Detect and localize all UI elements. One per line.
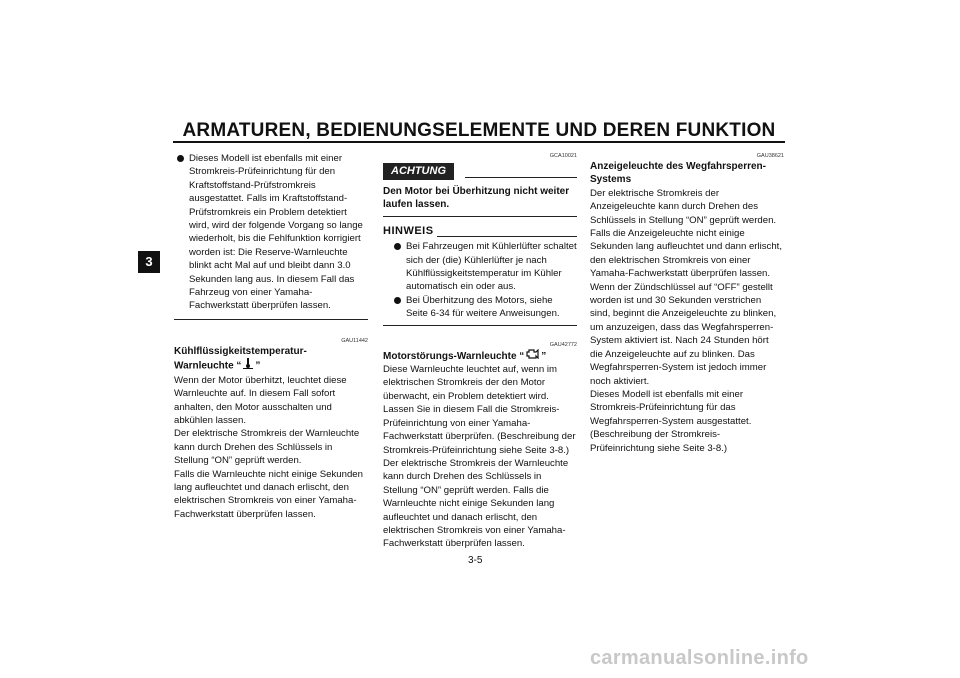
- title-rule: [173, 141, 785, 143]
- coolant-temperature-icon: [243, 358, 253, 373]
- caution-text: Den Motor bei Überhitzung nicht weiter laufen lassen.: [383, 186, 570, 211]
- column-3: [590, 152, 784, 455]
- paragraph: Falls die Anzeigeleuchte nicht einige Sekunden lang aufleuchtet und dann erlischt, den elektrischen Stromkreis von einer Yamaha-Fachwerkstatt überprüfen lassen. Wenn der Zündschlüssel auf “OFF” gestellt worden ist und 30 Sekunden verstrichen sind, beginnt die Anzeigeleuchte zu blinken, um anzuzeigen, dass das Wegfahrsperren-System aktiviert ist. Nach 24 Stunden hört die Anzeigeleuchte auf zu blinken. Das Wegfahrsperren-System ist jedoch immer noch aktiviert.: [590, 228, 783, 387]
- divider: [383, 325, 577, 326]
- page-number: 3-5: [468, 555, 483, 566]
- paragraph: Falls die Warnleuchte nicht einige Sekunden lang aufleuchtet und danach erlischt, den elektrischen Stromkreis von einer Yamaha-Fachwerkstatt überprüfen lassen.: [174, 468, 363, 520]
- paragraph: Der elektrische Stromkreis der Warnleuchte kann durch Drehen des Schlüssels in Stellung “ON” geprüft werden. Falls die Warnleuchte nicht einige Sekunden lang aufleuchtet und danach erlischt, den elektrischen Stromkreis von einer Yamaha-Fachwerkstatt überprüfen lassen.: [383, 457, 569, 550]
- bullet-icon: [394, 243, 401, 250]
- reference-code: GAU38621: [756, 153, 784, 159]
- paragraph: Der elektrische Stromkreis der Warnleuchte kann durch Drehen des Schlüssels in Stellung “ON” geprüft werden.: [174, 428, 360, 467]
- section-heading-engine: [383, 349, 577, 363]
- heading-line: ”: [255, 360, 261, 372]
- bullet-text: Bei Fahrzeugen mit Kühlerlüfter schaltet sich der (die) Kühlerlüfter je nach Kühlflüssigkeitstemperatur im Kühler automatisch ein oder aus.: [406, 241, 577, 293]
- chapter-tab: 3: [138, 251, 160, 273]
- column-2: [383, 152, 577, 551]
- list-item: [391, 240, 577, 294]
- note-header: [383, 225, 577, 238]
- caution-label: ACHTUNG: [383, 163, 454, 180]
- engine-check-icon: [526, 349, 539, 363]
- heading-line: Warnleuchte “: [174, 360, 242, 372]
- heading-line: ”: [541, 350, 547, 362]
- divider: [174, 319, 368, 320]
- reference-code: GAU11442: [341, 337, 368, 344]
- watermark: carmanualsonline.info: [590, 647, 809, 669]
- reference-code: GCA10021: [549, 153, 577, 159]
- heading-line: Kühlflüssigkeitstemperatur-: [174, 345, 307, 357]
- section-heading-coolant: [174, 345, 368, 374]
- paragraph: Der elektrische Stromkreis der Anzeigeleuchte kann durch Drehen des Schlüssels in Stellung “ON” geprüft werden.: [590, 187, 777, 226]
- list-item: [174, 152, 368, 313]
- heading-line: Motorstörungs-Warnleuchte “: [383, 350, 525, 362]
- bullet-icon: [394, 297, 401, 304]
- caution-header: [383, 163, 577, 180]
- bullet-icon: [177, 155, 184, 162]
- bullet-text: Bei Überhitzung des Motors, siehe Seite 6-34 für weitere Anweisungen.: [406, 294, 560, 320]
- page-title: ARMATUREN, BEDIENUNGSELEMENTE UND DEREN FUNKTION: [182, 120, 776, 141]
- bullet-text: Dieses Modell ist ebenfalls mit einer Stromkreis-Prüfeinrichtung für den Kraftstoffstand-Prüfstromkreis ausgestattet. Falls im Kraftstoffstand-Prüfstromkreis ein Problem detektiert wird, wird der folgende Vorgang so lange wiederholt, bis die Fehlfunktion korrigiert worden ist: Die Reserve-Warnleuchte blinkt acht Mal auf und bleibt dann 3.0 Sekunden lang aus. In diesem Fall das Fahrzeug von einer Yamaha-Fachwerkstatt überprüfen lassen.: [189, 153, 363, 312]
- paragraph: Diese Warnleuchte leuchtet auf, wenn im elektrischen Stromkreis der den Motor überwacht, ein Problem detektiert wird. Lassen Sie in diesem Fall die Stromkreis-Prüfeinrichtung von einer Yamaha-Fachwerkstatt überprüfen. (Beschreibung der Stromkreis-Prüfeinrichtung siehe Seite 3-8.): [383, 364, 576, 456]
- column-1: [174, 152, 368, 521]
- note-label: HINWEIS: [383, 224, 434, 237]
- paragraph: Wenn der Motor überhitzt, leuchtet diese Warnleuchte auf. In diesem Fall sofort anhalten, den Motor ausschalten und abkühlen lassen.: [174, 374, 347, 426]
- section-heading-immobilizer: Anzeigeleuchte des Wegfahrsperren-Systems: [590, 161, 766, 186]
- divider: [383, 216, 577, 217]
- list-item: [391, 294, 577, 321]
- divider: [437, 236, 577, 237]
- divider: [465, 177, 577, 178]
- reference-code: GAU42772: [549, 341, 577, 348]
- paragraph: Dieses Modell ist ebenfalls mit einer Stromkreis-Prüfeinrichtung für das Wegfahrsperren-System ausgestattet. (Beschreibung der Stromkreis-Prüfeinrichtung siehe Seite 3-8.): [590, 388, 752, 454]
